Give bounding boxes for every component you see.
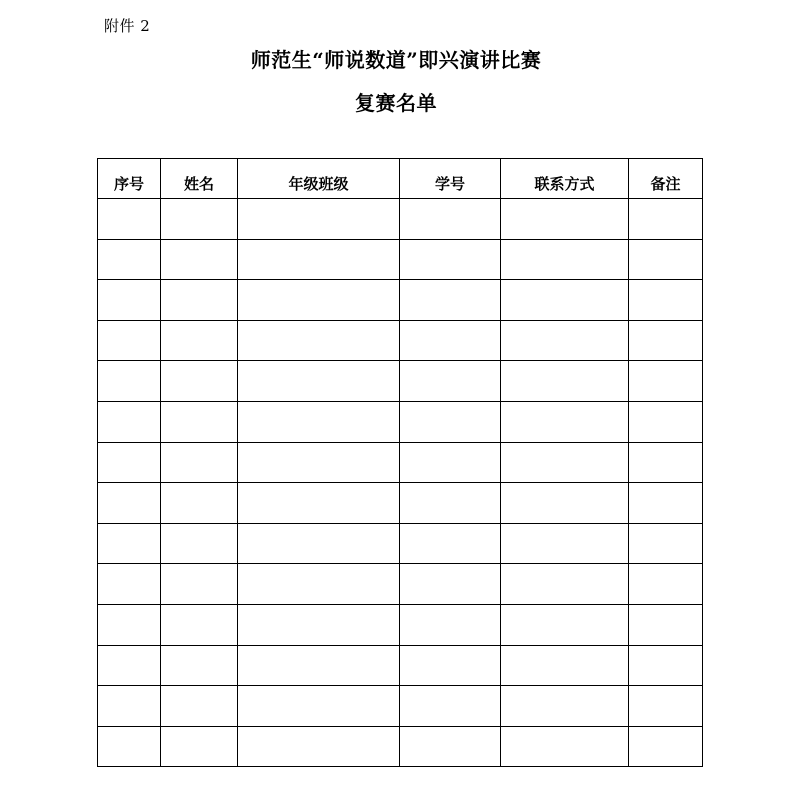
cell-contact[interactable] xyxy=(501,199,629,240)
cell-student-id[interactable] xyxy=(400,199,501,240)
cell-notes[interactable] xyxy=(629,320,703,361)
table-row xyxy=(98,645,703,686)
cell-grade-class[interactable] xyxy=(238,483,400,524)
table-row xyxy=(98,483,703,524)
cell-student-id[interactable] xyxy=(400,239,501,280)
cell-grade-class[interactable] xyxy=(238,645,400,686)
cell-notes[interactable] xyxy=(629,239,703,280)
cell-contact[interactable] xyxy=(501,564,629,605)
table-row xyxy=(98,280,703,321)
cell-student-id[interactable] xyxy=(400,564,501,605)
cell-student-id[interactable] xyxy=(400,320,501,361)
cell-index[interactable] xyxy=(98,645,161,686)
cell-student-id[interactable] xyxy=(400,686,501,727)
table-row xyxy=(98,523,703,564)
cell-contact[interactable] xyxy=(501,483,629,524)
cell-student-id[interactable] xyxy=(400,523,501,564)
table-row xyxy=(98,564,703,605)
cell-index[interactable] xyxy=(98,361,161,402)
cell-contact[interactable] xyxy=(501,726,629,767)
table-row xyxy=(98,320,703,361)
cell-name[interactable] xyxy=(161,361,238,402)
cell-notes[interactable] xyxy=(629,483,703,524)
cell-student-id[interactable] xyxy=(400,442,501,483)
cell-contact[interactable] xyxy=(501,686,629,727)
cell-grade-class[interactable] xyxy=(238,280,400,321)
cell-name[interactable] xyxy=(161,320,238,361)
cell-grade-class[interactable] xyxy=(238,564,400,605)
header-notes: 备注 xyxy=(629,159,703,199)
cell-grade-class[interactable] xyxy=(238,604,400,645)
cell-index[interactable] xyxy=(98,686,161,727)
cell-name[interactable] xyxy=(161,523,238,564)
page-title: 师范生“师说数道”即兴演讲比赛 xyxy=(250,48,542,72)
table-row xyxy=(98,604,703,645)
cell-grade-class[interactable] xyxy=(238,199,400,240)
table-row xyxy=(98,239,703,280)
cell-name[interactable] xyxy=(161,483,238,524)
cell-index[interactable] xyxy=(98,442,161,483)
cell-grade-class[interactable] xyxy=(238,401,400,442)
cell-contact[interactable] xyxy=(501,442,629,483)
cell-notes[interactable] xyxy=(629,523,703,564)
cell-grade-class[interactable] xyxy=(238,726,400,767)
cell-contact[interactable] xyxy=(501,523,629,564)
cell-index[interactable] xyxy=(98,199,161,240)
cell-index[interactable] xyxy=(98,280,161,321)
cell-notes[interactable] xyxy=(629,564,703,605)
cell-contact[interactable] xyxy=(501,239,629,280)
cell-student-id[interactable] xyxy=(400,726,501,767)
cell-index[interactable] xyxy=(98,320,161,361)
cell-notes[interactable] xyxy=(629,401,703,442)
table-row xyxy=(98,442,703,483)
table-row xyxy=(98,361,703,402)
table-row xyxy=(98,726,703,767)
table-body xyxy=(98,199,703,767)
cell-grade-class[interactable] xyxy=(238,361,400,402)
cell-index[interactable] xyxy=(98,239,161,280)
cell-name[interactable] xyxy=(161,645,238,686)
cell-student-id[interactable] xyxy=(400,483,501,524)
header-name: 姓名 xyxy=(161,159,238,199)
cell-index[interactable] xyxy=(98,726,161,767)
page-subtitle: 复赛名单 xyxy=(355,91,437,115)
cell-index[interactable] xyxy=(98,483,161,524)
table-row xyxy=(98,686,703,727)
cell-name[interactable] xyxy=(161,564,238,605)
cell-notes[interactable] xyxy=(629,604,703,645)
cell-notes[interactable] xyxy=(629,645,703,686)
cell-student-id[interactable] xyxy=(400,401,501,442)
cell-contact[interactable] xyxy=(501,320,629,361)
cell-student-id[interactable] xyxy=(400,645,501,686)
cell-student-id[interactable] xyxy=(400,280,501,321)
cell-grade-class[interactable] xyxy=(238,442,400,483)
header-student-id: 学号 xyxy=(400,159,501,199)
cell-grade-class[interactable] xyxy=(238,239,400,280)
cell-name[interactable] xyxy=(161,686,238,727)
header-index: 序号 xyxy=(98,159,161,199)
cell-name[interactable] xyxy=(161,726,238,767)
cell-name[interactable] xyxy=(161,239,238,280)
cell-notes[interactable] xyxy=(629,726,703,767)
cell-notes[interactable] xyxy=(629,442,703,483)
roster-table xyxy=(97,158,703,767)
cell-name[interactable] xyxy=(161,280,238,321)
cell-index[interactable] xyxy=(98,523,161,564)
cell-index[interactable] xyxy=(98,564,161,605)
cell-notes[interactable] xyxy=(629,361,703,402)
cell-notes[interactable] xyxy=(629,199,703,240)
header-contact: 联系方式 xyxy=(501,159,629,199)
cell-contact[interactable] xyxy=(501,280,629,321)
cell-grade-class[interactable] xyxy=(238,686,400,727)
cell-student-id[interactable] xyxy=(400,361,501,402)
attachment-label: 附件 2 xyxy=(104,17,151,35)
cell-name[interactable] xyxy=(161,604,238,645)
cell-student-id[interactable] xyxy=(400,604,501,645)
cell-grade-class[interactable] xyxy=(238,320,400,361)
cell-contact[interactable] xyxy=(501,645,629,686)
cell-notes[interactable] xyxy=(629,280,703,321)
cell-contact[interactable] xyxy=(501,604,629,645)
cell-name[interactable] xyxy=(161,442,238,483)
cell-grade-class[interactable] xyxy=(238,523,400,564)
cell-contact[interactable] xyxy=(501,361,629,402)
table-header-row xyxy=(98,159,703,199)
table-row xyxy=(98,401,703,442)
cell-contact[interactable] xyxy=(501,401,629,442)
cell-index[interactable] xyxy=(98,604,161,645)
table-row xyxy=(98,199,703,240)
cell-name[interactable] xyxy=(161,199,238,240)
cell-name[interactable] xyxy=(161,401,238,442)
cell-notes[interactable] xyxy=(629,686,703,727)
cell-index[interactable] xyxy=(98,401,161,442)
header-grade-class: 年级班级 xyxy=(238,159,400,199)
